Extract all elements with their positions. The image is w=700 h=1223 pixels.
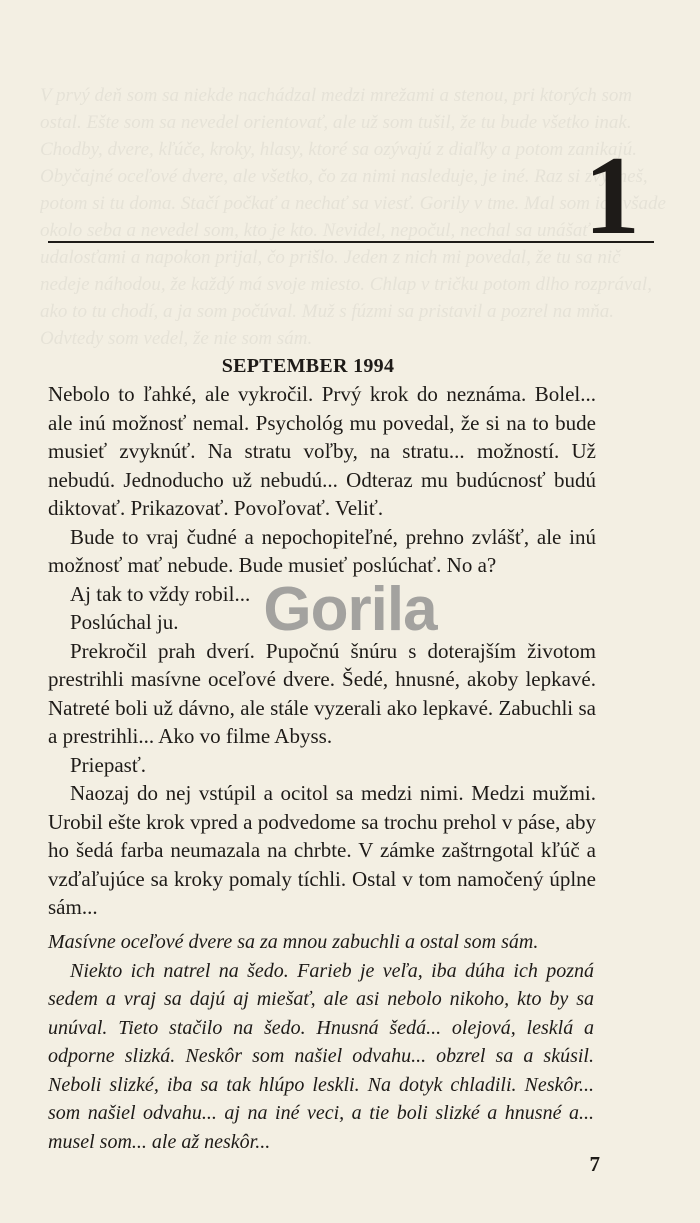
- paragraph: Naozaj do nej vstúpil a ocitol sa medzi nimi. Medzi mužmi. Urobil ešte krok vpred a podvedome sa trochu prehol v páse, aby ho šedá farba neumazala na chrbte. V zámke zaštrngotal kľúč a vzďaľujúce sa kroky pomaly tíchli. Ostal v tom namočený úplne sám...: [48, 781, 596, 919]
- body-text: [48, 380, 596, 922]
- paragraph: Prekročil prah dverí. Pupočnú šnúru s doterajším životom prestrihli masívne oceľové dvere. Šedé, hnusné, akoby lepkavé. Natreté boli už dávno, ale stále vyzerali ako lepkavé. Zabuchli sa a prestrihli... Ako vo filme Abyss.: [48, 638, 596, 748]
- watermark-logo: Gorila: [263, 575, 437, 644]
- section-heading: SEPTEMBER 1994: [221, 355, 395, 377]
- show-through-texture: V prvý deň som sa niekde nachádzal medzi mrežami a stenou, pri ktorých som ostal. Ešte som sa nevedel orientovať, ale už som tušil, že tu bude všetko inak. Chodby, dvere, kľúče, kroky, hlasy, ktoré sa ozývajú z diaľky a potom zanikajú. Obyčajné oceľové dvere, ale všetko, čo za nimi nasleduje, je iné. Raz si zvykneš, potom si tu doma. Stačí počkať a nechať sa viesť. Gorily v tme. Mal som ich všade okolo seba a nevedel som, kto je kto. Nevidel, nepočul, nechal sa unášať udalosťami a napokon prijal, čo prišlo. Jeden z nich mi povedal, že tu sa nič nedeje náhodou, že každý má svoje miesto. Chlap v tričku potom dlho rozprával, ako to tu chodí, a ja som počúval. Muž s fúzmi sa pristavil a pozrel na mňa. Odvtedy som vedel, že nie som sám.: [40, 85, 666, 349]
- page-number: 7: [589, 1152, 600, 1176]
- italic-paragraph: Masívne oceľové dvere sa za mnou zabuchli a ostal som sám.: [48, 931, 539, 953]
- chapter-rule: [48, 241, 654, 243]
- chapter-number: 1: [584, 134, 640, 258]
- italic-passage: [48, 928, 594, 1156]
- italic-paragraph: Niekto ich natrel na šedo. Farieb je veľa, iba dúha ich pozná sedem a vraj sa dajú aj miešať, ale asi nebolo nikoho, kto by sa unúval. Tieto stačilo na šedo. Hnusná šedá... olejová, lesklá a odporne slizká. Neskôr som našiel odvahu... obzrel sa a skúsil. Neboli slizké, iba sa tak hlúpo leskli. Na dotyk chladili. Neskôr... som našiel odvahu... aj na iné veci, a tie boli slizké a hnusné a... musel som... ale až neskôr...: [48, 959, 594, 1153]
- paragraph: Bude to vraj čudné a nepochopiteľné, prehno zvlášť, ale inú možnosť mať nebude. Bude musieť poslúchať. No a?: [48, 524, 596, 577]
- paragraph: Aj tak to vždy robil...: [70, 581, 251, 606]
- paragraph: Nebolo to ľahké, ale vykročil. Prvý krok do neznáma. Bolel... ale inú možnosť nemal. Psychológ mu povedal, že si na to bude musieť zvyknúť. Na stratu voľby, na stratu... možností. Už nebudú. Jednoducho už nebudú... Odteraz mu budúcnosť budú diktovať. Prikazovať. Povoľovať. Veliť.: [48, 382, 596, 520]
- paragraph: Poslúchal ju.: [70, 610, 179, 634]
- paragraph: Priepasť.: [70, 752, 147, 777]
